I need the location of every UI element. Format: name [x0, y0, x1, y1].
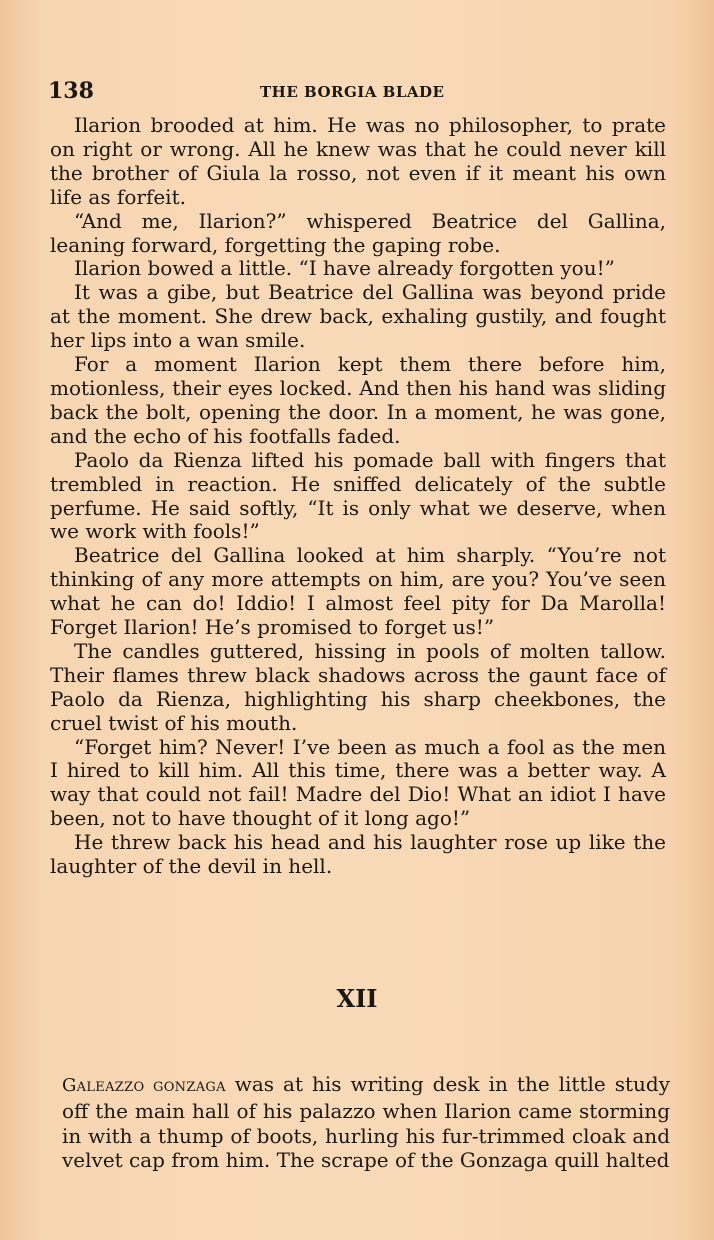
paragraph: The candles guttered, hissing in pools of molten tallow. Their flames threw black shadows across the gaunt face of Paolo da Rienza, highlighting his sharp cheekbones, the cruel twist of his mouth. — [50, 638, 666, 735]
paragraph: Beatrice del Gallina looked at him sharply. “You’re not thinking of any more attempts on him, are you? You’ve seen what he can do! Iddio! I almost feel pity for Da Marolla! Forget Ilarion! He’s promised to forget us!” — [50, 543, 666, 640]
chapter-heading: XII — [336, 984, 378, 1013]
page-header — [48, 78, 668, 108]
running-head: THE BORGIA BLADE — [260, 83, 445, 101]
paragraph: He threw back his head and his laughter rose up like the laughter of the devil in hell. — [50, 830, 666, 879]
chapter-opening — [62, 1072, 670, 1173]
paragraph: For a moment Ilarion kept them there before him, motionless, their eyes locked. And then his hand was sliding back the bolt, opening the door. In a moment, he was gone, and the echo of his footfalls faded. — [50, 352, 666, 448]
paragraph: “Forget him? Never! I’ve been as much a fool as the men I hired to kill him. All this time, there was a better way. A way that could not fail! Madre del Dio! What an idiot I have been, not to have thought of it long ago!” — [50, 734, 666, 831]
page-number: 138 — [48, 78, 94, 104]
paragraph: “And me, Ilarion?” whispered Beatrice del Gallina, leaning forward, forgetting the gaping robe. — [50, 208, 666, 257]
paragraph: Ilarion bowed a little. “I have already forgotten you!” — [74, 256, 615, 281]
paragraph: Paolo da Rienza lifted his pomade ball with fingers that trembled in reaction. He sniffed delicately of the subtle perfume. He said softly, “It is only what we deserve, when we work with fools!” — [50, 447, 666, 544]
opening-text: was at his writing desk in the little study off the main hall of his palazzo when Ilarion came storming in with a thump of boots, hurling his fur-trimmed cloak and velvet cap from him. The scrape of the Gonzaga quill halted — [62, 1072, 671, 1173]
opening-small-caps: Galeazzo gonzaga — [62, 1075, 226, 1096]
body-text — [50, 114, 666, 879]
chapter-opening-paragraph — [62, 1072, 670, 1173]
paragraph: It was a gibe, but Beatrice del Gallina was beyond pride at the moment. She drew back, exhaling gustily, and fought her lips into a wan smile. — [50, 280, 666, 353]
paragraph: Ilarion brooded at him. He was no philosopher, to prate on right or wrong. All he knew was that he could never kill the brother of Giula la rosso, not even if it meant his own life as forfeit. — [50, 113, 666, 209]
